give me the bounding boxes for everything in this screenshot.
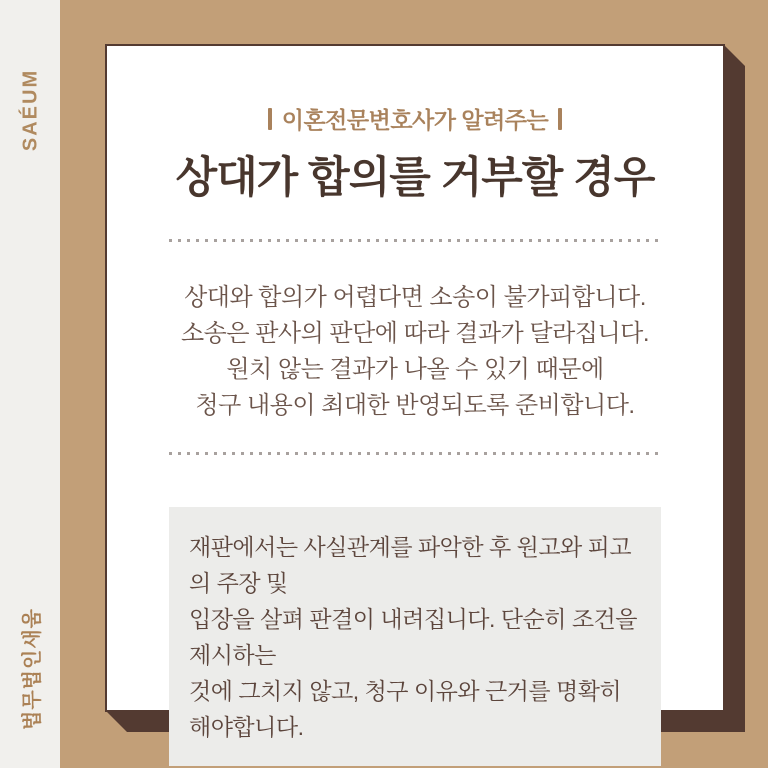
- dotted-divider-bottom: [169, 452, 661, 455]
- kicker-text: 이혼전문변호사가 알려주는: [281, 107, 549, 133]
- dotted-divider-top: [169, 239, 661, 242]
- body-paragraph: [169, 280, 661, 424]
- body-line: 청구 내용이 최대한 반영되도록 준비합니다.: [195, 392, 635, 419]
- page-title: 상대가 합의를 거부할 경우: [175, 154, 655, 202]
- kicker-row: [169, 102, 661, 135]
- note-line: 재판에서는 사실관계를 파악한 후 원고와 피고의 주장 및: [189, 534, 632, 596]
- side-strip: [0, 0, 60, 768]
- note-box: [169, 507, 661, 766]
- kicker-right-bar: [558, 108, 562, 130]
- body-line: 소송은 판사의 판단에 따라 결과가 달라집니다.: [180, 320, 649, 347]
- firm-name-vertical: 법무법인새움: [21, 608, 44, 730]
- note-line: 것에 그치지 않고, 청구 이유와 근거를 명확히 해야합니다.: [189, 678, 622, 740]
- body-line: 상대와 합의가 어렵다면 소송이 불가피합니다.: [184, 284, 646, 311]
- content-card: [105, 44, 725, 740]
- note-line: 입장을 살펴 판결이 내려집니다. 단순히 조건을 제시하는: [189, 606, 637, 668]
- brand-name-vertical: SAÉUM: [19, 68, 42, 152]
- body-line: 원치 않는 결과가 나올 수 있기 때문에: [226, 356, 604, 383]
- kicker-left-bar: [268, 108, 272, 130]
